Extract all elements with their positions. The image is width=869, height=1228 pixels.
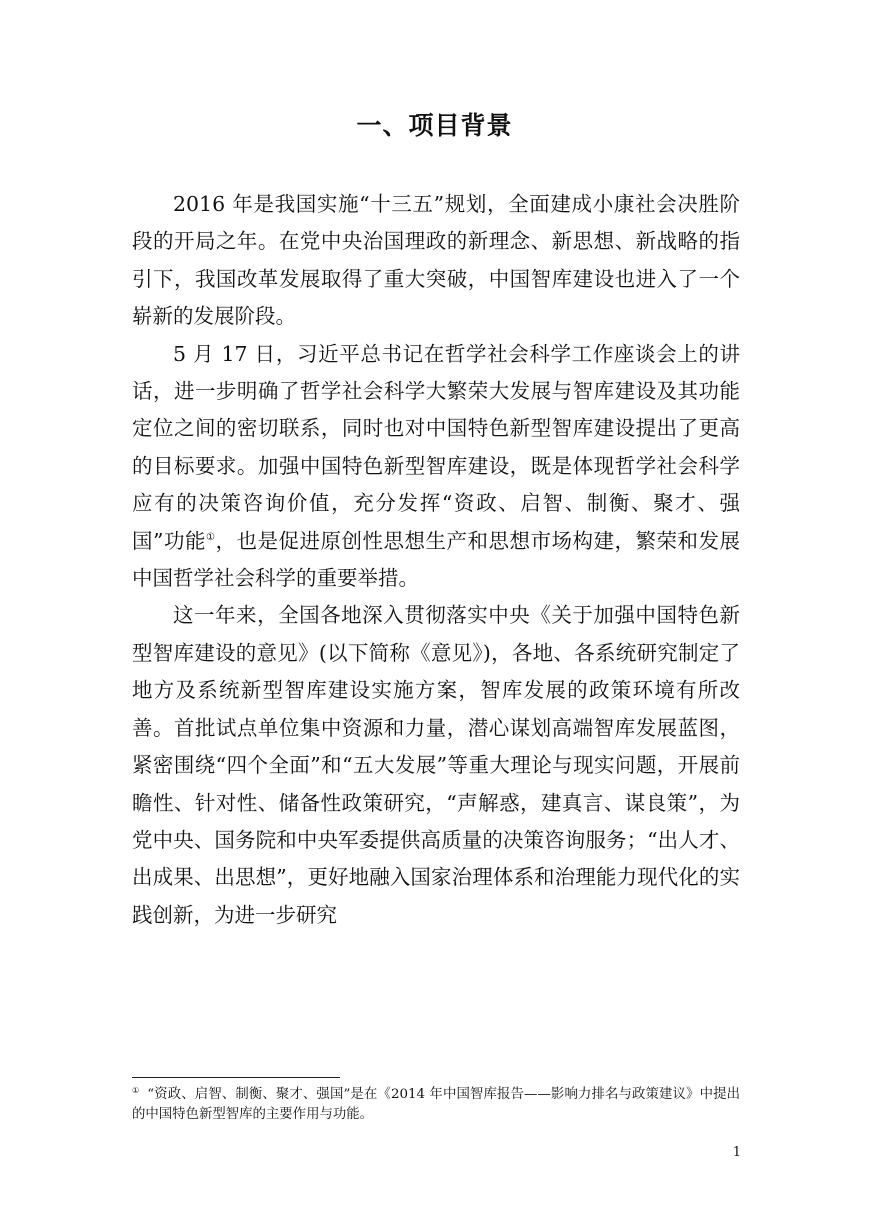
body-text xyxy=(132,186,740,934)
paragraph-3: 这一年来，全国各地深入贯彻落实中央《关于加强中国特色新型智库建设的意见》(以下简称《意见》)，各地、各系统研究制定了地方及系统新型智库建设实施方案，智库发展的政策环境有所改善。首批试点单位集中资源和力量，潜心谋划高端智库发展蓝图，紧密围绕“四个全面”和“五大发展”等重大理论与现实问题，开展前瞻性、针对性、储备性政策研究，“声解惑，建真言、谋良策”，为党中央、国务院和中央军委提供高质量的决策咨询服务；“出人才、出成果、出思想”，更好地融入国家治理体系和治理能力现代化的实践创新，为进一步研究 xyxy=(132,603,740,927)
footnote-divider xyxy=(132,1077,340,1078)
paragraph-2 xyxy=(132,336,740,598)
footnote-mark: ① xyxy=(132,1085,140,1095)
paragraph-1: 2016 年是我国实施“十三五”规划，全面建成小康社会决胜阶段的开局之年。在党中央治国理政的新理念、新思想、新战略的指引下，我国改革发展取得了重大突破，中国智库建设也进入了一个崭新的发展阶段。 xyxy=(132,192,740,329)
paragraph-2-text-a: 5 月 17 日，习近平总书记在哲学社会科学工作座谈会上的讲话，进一步明确了哲学社会科学大繁荣大发展与智库建设及其功能定位之间的密切联系，同时也对中国特色新型智库建设提出了更高的目标要求。加强中国特色新型智库建设，既是体现哲学社会科学应有的决策咨询价值，充分发挥“资政、启智、制衡、聚才、强国”功能 xyxy=(132,341,740,553)
page-number: 1 xyxy=(732,1145,741,1160)
footnote xyxy=(132,1085,740,1125)
paragraph-2-text-b: ，也是促进原创性思想生产和思想市场构建，繁荣和发展中国哲学社会科学的重要举措。 xyxy=(132,528,741,591)
footnote-text: “资政、启智、制衡、聚才、强国”是在《2014 年中国智库报告——影响力排名与政策建议》中提出的中国特色新型智库的主要作用与功能。 xyxy=(132,1087,740,1122)
section-title: 一、项目背景 xyxy=(356,111,513,140)
footnote-reference-mark: ① xyxy=(206,531,216,543)
